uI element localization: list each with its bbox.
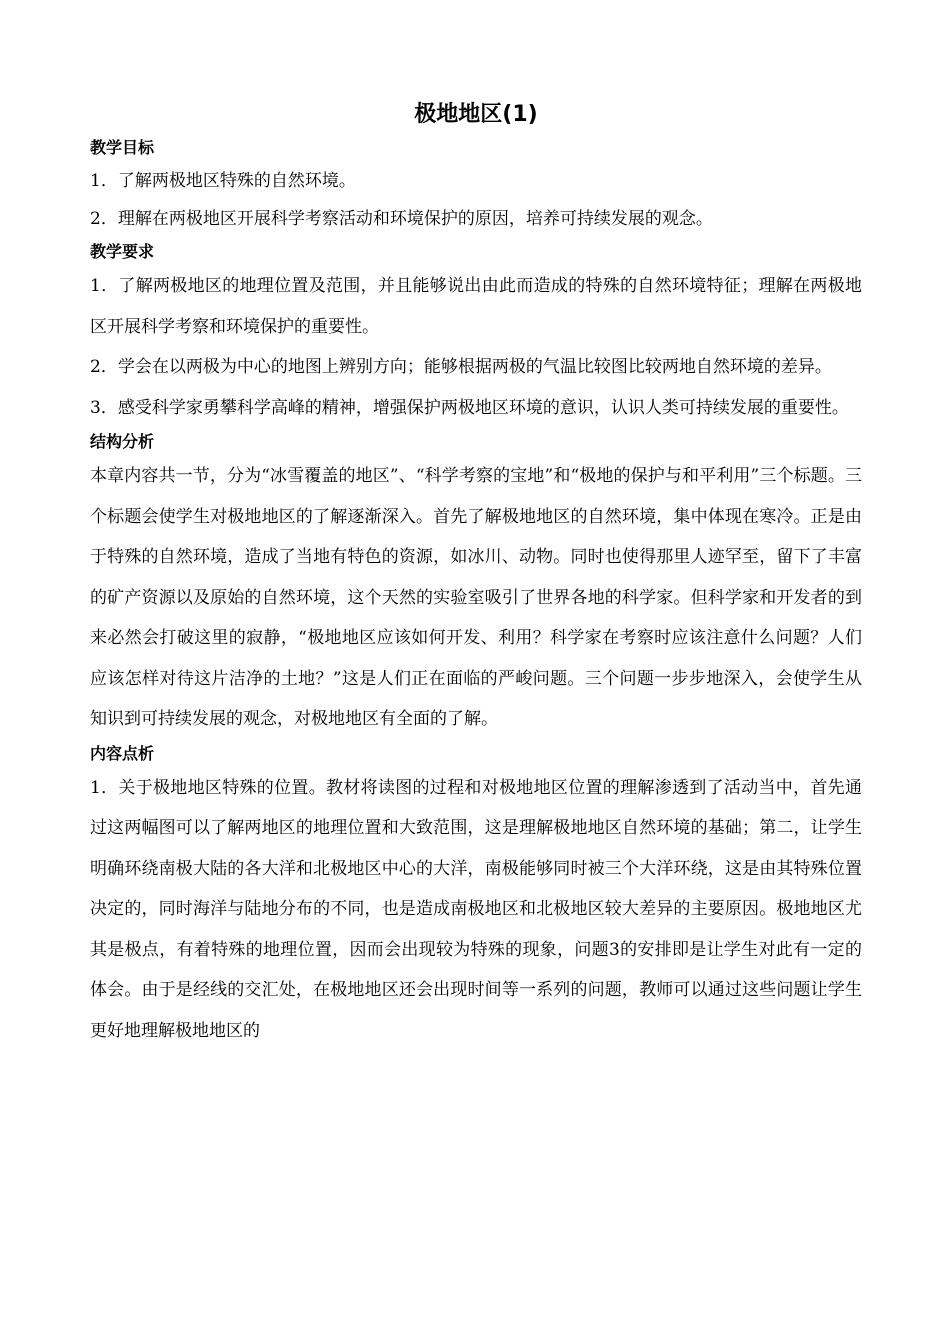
section-structure <box>90 428 862 740</box>
requirement-item: 3．感受科学家勇攀科学高峰的精神，增强保护两极地区环境的意识，认识人类可持续发展的重要性。 <box>90 397 849 418</box>
page-title: 极地地区(1) <box>414 102 538 127</box>
document-page <box>90 98 862 1051</box>
structure-paragraph: 本章内容共一节，分为“冰雪覆盖的地区”、“科学考察的宝地”和“极地的保护与和平利用”三个标题。三个标题会使学生对极地地区的了解逐渐深入。首先了解极地地区的自然环境，集中体现在寒冷。正是由于特殊的自然环境，造成了当地有特色的资源，如冰川、动物。同时也使得那里人迹罕至，留下了丰富的矿产资源以及原始的自然环境，这个天然的实验室吸引了世界各地的科学家。但科学家和开发者的到来必然会打破这里的寂静，“极地地区应该如何开发、利用？科学家在考察时应该注意什么问题？人们应该怎样对待这片洁净的土地？”这是人们正在面临的严峻问题。三个问题一步步地深入，会使学生从知识到可持续发展的观念，对极地地区有全面的了解。 <box>90 466 862 729</box>
section-heading-structure: 结构分析 <box>90 432 155 451</box>
goal-item: 2．理解在两极地区开展科学考察活动和环境保护的原因，培养可持续发展的观念。 <box>90 209 713 229</box>
section-heading-content: 内容点析 <box>90 743 155 763</box>
section-requirements <box>90 238 862 428</box>
section-heading-requirements: 教学要求 <box>90 242 155 261</box>
section-goals <box>90 134 862 238</box>
requirement-item: 2．学会在以两极为中心的地图上辨别方向；能够根据两极的气温比较图比较两地自然环境的差异。 <box>90 357 832 377</box>
goal-item: 1．了解两极地区特殊的自然环境。 <box>90 171 356 191</box>
requirement-item: 1．了解两极地区的地理位置及范围，并且能够说出由此而造成的特殊的自然环境特征；理解在两极地区开展科学考察和环境保护的重要性。 <box>90 276 862 337</box>
section-heading-goals: 教学目标 <box>90 138 155 157</box>
section-content <box>90 740 862 1052</box>
content-paragraph: 1．关于极地地区特殊的位置。教材将读图的过程和对极地地区位置的理解渗透到了活动当中，首先通过这两幅图可以了解两地区的地理位置和大致范围，这是理解极地地区自然环境的基础；第二，让学生明确环绕南极大陆的各大洋和北极地区中心的大洋，南极能够同时被三个大洋环绕，这是由其特殊位置决定的，同时海洋与陆地分布的不同，也是造成南极地区和北极地区较大差异的主要原因。极地地区尤其是极点，有着特殊的地理位置，因而会出现较为特殊的现象，问题3的安排即是让学生对此有一定的体会。由于是经线的交汇处，在极地地区还会出现时间等一系列的问题，教师可以通过这些问题让学生更好地理解极地地区的 <box>90 777 862 1041</box>
